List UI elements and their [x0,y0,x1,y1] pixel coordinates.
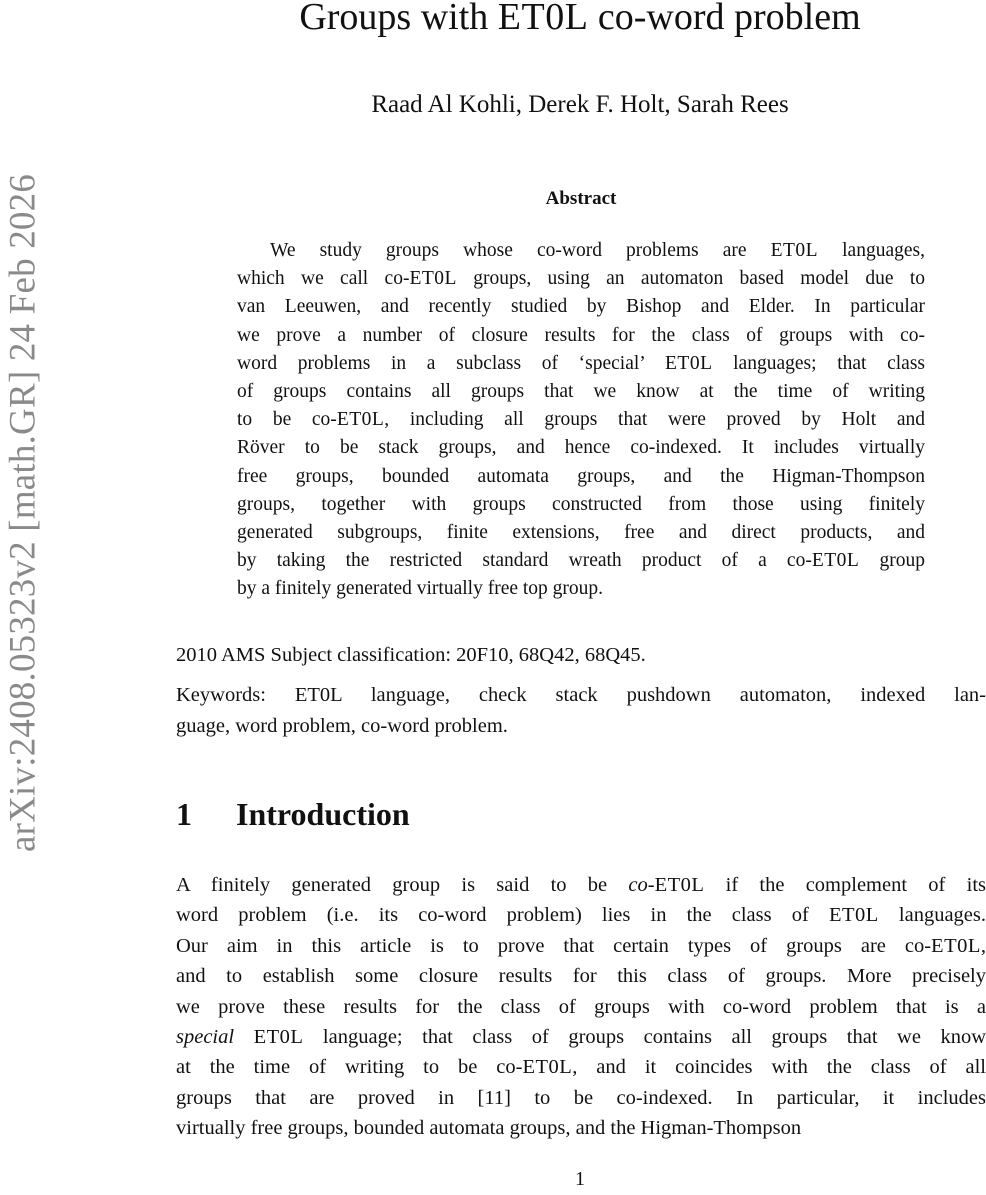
etol-smallcaps: ET0L [770,240,819,261]
etol-smallcaps: ET0L [828,904,879,927]
text-line: generated subgroups, finite extensions, free and direct products, and [237,521,925,543]
text-line: Röver to be stack groups, and hence co-indexed. It includes virtually [237,437,925,459]
text-line: van Leeuwen, and recently studied by Bishop and Elder. In particular [237,296,925,318]
paper-title-etol: ET0L [497,0,589,38]
etol-smallcaps: ET0L [931,934,981,957]
text-line: we prove a number of closure results for the class of groups with co- [237,324,925,346]
text-line: We study groups whose co-word problems are ET0L languages, [270,240,925,261]
text-line: groups that are proved in [11] to be co-indexed. In particular, it includes [176,1086,986,1109]
etol-smallcaps: ET0L [522,1056,573,1079]
paper-title [250,0,910,40]
text-line: to be co-ET0L, including all groups that were proved by Holt and [237,409,925,431]
paper-title-pre: Groups with [299,0,498,38]
emphasis: special [176,1025,235,1048]
section-title: Introduction [236,796,410,832]
ams-classification-text: 2010 AMS Subject classification: 20F10, 68Q42, 68Q45. [176,644,646,666]
abstract-heading: Abstract [545,188,617,209]
text-line: of groups contains all groups that we know at the time of writing [237,380,925,402]
author-list: Raad Al Kohli, Derek F. Holt, Sarah Rees [371,91,789,118]
text-line: we prove these results for the class of groups with co-word problem that is a [176,995,986,1018]
section-heading-introduction [176,792,410,836]
etol-smallcaps: ET0L [811,550,860,572]
ams-classification [176,640,986,671]
abstract-body [237,237,925,603]
page-number: 1 [575,1168,585,1190]
keywords-line-2: guage, word problem, co-word problem. [176,714,508,737]
paper-title-post: co-word problem [588,0,861,38]
etol-smallcaps: ET0L [409,268,457,290]
section-number: 1 [176,796,192,832]
introduction-body [176,870,986,1144]
text-line: word problem (i.e. its co-word problem) lies in the class of ET0L languages. [176,904,986,927]
text-line: special ET0L language; that class of groups contains all groups that we know [176,1025,986,1048]
text-line: which we call co-ET0L groups, using an automaton based model due to [237,268,926,290]
arxiv-identifier-stamp [2,120,44,905]
etol-smallcaps: ET0L [336,409,385,431]
etol-smallcaps: ET0L [654,874,705,896]
etol-smallcaps: ET0L [665,352,713,374]
arxiv-identifier-text: arXiv:2408.05323v2 [math.GR] 24 Feb 2026 [2,173,44,852]
text-line: groups, together with groups constructed from those using finitely [237,493,925,515]
keywords-line-1: Keywords: ET0L language, check stack pushdown automaton, indexed lan- [176,684,986,706]
etol-smallcaps: ET0L [253,1025,304,1048]
keywords [176,680,986,741]
text-line: A finitely generated group is said to be co-ET0L if the complement of its [176,874,986,896]
text-line: free groups, bounded automata groups, and the Higman-Thompson [237,465,925,487]
text-line: and to establish some closure results for this class of groups. More precisely [176,965,986,988]
text-line: by taking the restricted standard wreath product of a co-ET0L group [237,550,925,572]
text-line: at the time of writing to be co-ET0L, and it coincides with the class of all [176,1056,986,1079]
emphasis: co- [628,874,655,896]
text-line: by a finitely generated virtually free top group. [237,578,604,600]
text-line: word problems in a subclass of ‘special’ ET0L languages; that class [237,352,925,374]
text-line: virtually free groups, bounded automata groups, and the Higman-Thompson [176,1117,802,1140]
text-line: Our aim in this article is to prove that certain types of groups are co-ET0L, [176,934,986,957]
